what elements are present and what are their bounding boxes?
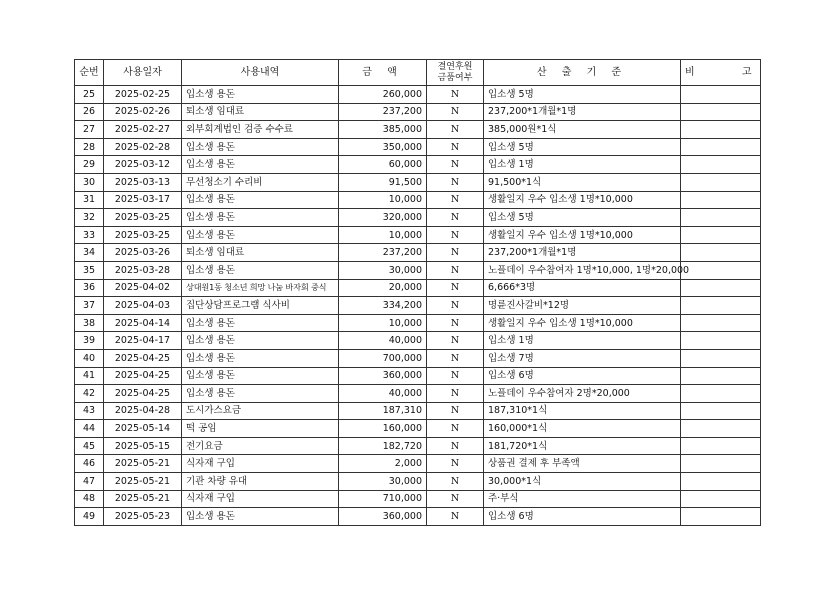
header-row <box>75 60 761 86</box>
cell-amount: 237,200 <box>339 103 427 121</box>
table-row <box>75 244 761 262</box>
cell-no: 31 <box>75 191 104 209</box>
cell-no: 27 <box>75 121 104 139</box>
cell-no: 38 <box>75 314 104 332</box>
table-row <box>75 332 761 350</box>
cell-date: 2025-05-21 <box>104 473 182 491</box>
cell-amount: 710,000 <box>339 490 427 508</box>
table-row <box>75 209 761 227</box>
cell-date: 2025-03-12 <box>104 156 182 174</box>
cell-desc: 상대원1동 청소년 희망 나눔 바자회 중식 <box>182 279 339 297</box>
cell-basis: 입소생 7명 <box>484 349 681 367</box>
cell-basis: 237,200*1개월*1명 <box>484 103 681 121</box>
cell-sponsor-flag: N <box>427 138 484 156</box>
cell-no: 40 <box>75 349 104 367</box>
cell-no: 34 <box>75 244 104 262</box>
cell-date: 2025-05-23 <box>104 508 182 526</box>
cell-amount: 187,310 <box>339 402 427 420</box>
table-row <box>75 490 761 508</box>
cell-sponsor-flag: N <box>427 173 484 191</box>
cell-amount: 91,500 <box>339 173 427 191</box>
cell-amount: 182,720 <box>339 437 427 455</box>
cell-sponsor-flag: N <box>427 367 484 385</box>
table-row <box>75 279 761 297</box>
cell-no: 41 <box>75 367 104 385</box>
header-basis-label: 산 출 기 준 <box>536 67 628 78</box>
cell-basis: 91,500*1식 <box>484 173 681 191</box>
cell-basis: 237,200*1개월*1명 <box>484 244 681 262</box>
cell-date: 2025-05-15 <box>104 437 182 455</box>
cell-basis: 생활일지 우수 입소생 1명*10,000 <box>484 226 681 244</box>
cell-sponsor-flag: N <box>427 156 484 174</box>
table-row <box>75 314 761 332</box>
table-row <box>75 508 761 526</box>
cell-amount: 385,000 <box>339 121 427 139</box>
cell-note <box>681 314 761 332</box>
table-row <box>75 420 761 438</box>
cell-amount: 260,000 <box>339 86 427 104</box>
cell-note <box>681 173 761 191</box>
cell-note <box>681 490 761 508</box>
cell-no: 43 <box>75 402 104 420</box>
cell-desc: 입소생 용돈 <box>182 314 339 332</box>
cell-date: 2025-04-17 <box>104 332 182 350</box>
table-row <box>75 226 761 244</box>
cell-no: 37 <box>75 297 104 315</box>
cell-no: 32 <box>75 209 104 227</box>
cell-date: 2025-03-13 <box>104 173 182 191</box>
cell-no: 39 <box>75 332 104 350</box>
cell-note <box>681 420 761 438</box>
table-row <box>75 261 761 279</box>
table-row <box>75 156 761 174</box>
cell-amount: 350,000 <box>339 138 427 156</box>
cell-amount: 700,000 <box>339 349 427 367</box>
cell-note <box>681 156 761 174</box>
cell-date: 2025-05-21 <box>104 455 182 473</box>
cell-no: 49 <box>75 508 104 526</box>
cell-no: 42 <box>75 385 104 403</box>
cell-desc: 입소생 용돈 <box>182 191 339 209</box>
cell-date: 2025-02-27 <box>104 121 182 139</box>
cell-basis: 181,720*1식 <box>484 437 681 455</box>
table-row <box>75 437 761 455</box>
cell-sponsor-flag: N <box>427 226 484 244</box>
cell-note <box>681 385 761 403</box>
cell-sponsor-flag: N <box>427 385 484 403</box>
cell-sponsor-flag: N <box>427 279 484 297</box>
table-row <box>75 86 761 104</box>
cell-note <box>681 86 761 104</box>
header-flag-line1: 결연후원 <box>437 61 473 72</box>
cell-no: 30 <box>75 173 104 191</box>
cell-amount: 10,000 <box>339 191 427 209</box>
cell-desc: 입소생 용돈 <box>182 209 339 227</box>
table-row <box>75 121 761 139</box>
cell-desc: 식자재 구입 <box>182 490 339 508</box>
header-amount <box>339 60 427 86</box>
cell-amount: 20,000 <box>339 279 427 297</box>
cell-desc: 입소생 용돈 <box>182 367 339 385</box>
cell-desc: 퇴소생 임대료 <box>182 244 339 262</box>
table-row <box>75 455 761 473</box>
cell-amount: 30,000 <box>339 261 427 279</box>
cell-basis: 30,000*1식 <box>484 473 681 491</box>
cell-desc: 기관 차량 유대 <box>182 473 339 491</box>
cell-note <box>681 473 761 491</box>
ledger-body <box>75 86 761 526</box>
cell-basis: 385,000원*1식 <box>484 121 681 139</box>
cell-no: 26 <box>75 103 104 121</box>
table-row <box>75 385 761 403</box>
cell-basis: 노플데이 우수참여자 1명*10,000, 1명*20,000 <box>484 261 681 279</box>
cell-desc: 입소생 용돈 <box>182 385 339 403</box>
cell-note <box>681 297 761 315</box>
cell-date: 2025-02-25 <box>104 86 182 104</box>
cell-date: 2025-04-25 <box>104 349 182 367</box>
cell-sponsor-flag: N <box>427 508 484 526</box>
cell-basis: 160,000*1식 <box>484 420 681 438</box>
cell-sponsor-flag: N <box>427 191 484 209</box>
cell-date: 2025-04-25 <box>104 385 182 403</box>
table-row <box>75 473 761 491</box>
cell-no: 47 <box>75 473 104 491</box>
cell-sponsor-flag: N <box>427 437 484 455</box>
cell-no: 35 <box>75 261 104 279</box>
cell-sponsor-flag: N <box>427 332 484 350</box>
cell-basis: 6,666*3명 <box>484 279 681 297</box>
cell-desc: 입소생 용돈 <box>182 508 339 526</box>
cell-date: 2025-03-25 <box>104 209 182 227</box>
cell-date: 2025-02-26 <box>104 103 182 121</box>
header-desc: 사용내역 <box>182 60 339 86</box>
cell-amount: 30,000 <box>339 473 427 491</box>
cell-basis: 생활일지 우수 입소생 1명*10,000 <box>484 191 681 209</box>
cell-note <box>681 437 761 455</box>
cell-basis: 입소생 1명 <box>484 156 681 174</box>
cell-amount: 2,000 <box>339 455 427 473</box>
table-row <box>75 138 761 156</box>
cell-no: 45 <box>75 437 104 455</box>
cell-no: 46 <box>75 455 104 473</box>
cell-date: 2025-03-26 <box>104 244 182 262</box>
cell-desc: 입소생 용돈 <box>182 261 339 279</box>
header-flag-line2: 금품여부 <box>437 72 473 83</box>
cell-basis: 생활일지 우수 입소생 1명*10,000 <box>484 314 681 332</box>
cell-basis: 입소생 6명 <box>484 367 681 385</box>
header-basis <box>484 60 681 86</box>
cell-date: 2025-03-17 <box>104 191 182 209</box>
cell-amount: 320,000 <box>339 209 427 227</box>
cell-no: 36 <box>75 279 104 297</box>
cell-basis: 입소생 1명 <box>484 332 681 350</box>
cell-basis: 입소생 6명 <box>484 508 681 526</box>
cell-basis: 상품권 결제 후 부족액 <box>484 455 681 473</box>
cell-no: 25 <box>75 86 104 104</box>
cell-note <box>681 121 761 139</box>
cell-desc: 입소생 용돈 <box>182 349 339 367</box>
cell-desc: 입소생 용돈 <box>182 138 339 156</box>
cell-basis: 187,310*1식 <box>484 402 681 420</box>
cell-desc: 입소생 용돈 <box>182 226 339 244</box>
cell-date: 2025-03-25 <box>104 226 182 244</box>
cell-sponsor-flag: N <box>427 297 484 315</box>
header-date: 사용일자 <box>104 60 182 86</box>
cell-note <box>681 138 761 156</box>
cell-date: 2025-03-28 <box>104 261 182 279</box>
cell-note <box>681 367 761 385</box>
cell-desc: 입소생 용돈 <box>182 156 339 174</box>
expense-ledger-table <box>74 59 774 526</box>
cell-amount: 60,000 <box>339 156 427 174</box>
table-row <box>75 191 761 209</box>
cell-amount: 10,000 <box>339 314 427 332</box>
cell-basis: 명륜진사갈비*12명 <box>484 297 681 315</box>
cell-amount: 40,000 <box>339 385 427 403</box>
cell-sponsor-flag: N <box>427 490 484 508</box>
cell-desc: 퇴소생 임대료 <box>182 103 339 121</box>
cell-date: 2025-02-28 <box>104 138 182 156</box>
cell-basis: 입소생 5명 <box>484 209 681 227</box>
header-note <box>681 60 774 86</box>
cell-sponsor-flag: N <box>427 402 484 420</box>
table-row <box>75 297 761 315</box>
cell-no: 29 <box>75 156 104 174</box>
cell-amount: 334,200 <box>339 297 427 315</box>
cell-date: 2025-05-14 <box>104 420 182 438</box>
cell-note <box>681 209 761 227</box>
cell-note <box>681 279 761 297</box>
table-row <box>75 349 761 367</box>
cell-desc: 무선청소기 수리비 <box>182 173 339 191</box>
cell-note <box>681 244 761 262</box>
cell-desc: 집단상담프로그램 식사비 <box>182 297 339 315</box>
cell-desc: 외부회계법인 검증 수수료 <box>182 121 339 139</box>
cell-date: 2025-04-28 <box>104 402 182 420</box>
cell-amount: 237,200 <box>339 244 427 262</box>
cell-date: 2025-04-25 <box>104 367 182 385</box>
cell-sponsor-flag: N <box>427 349 484 367</box>
cell-note <box>681 349 761 367</box>
cell-sponsor-flag: N <box>427 420 484 438</box>
cell-sponsor-flag: N <box>427 86 484 104</box>
cell-sponsor-flag: N <box>427 261 484 279</box>
cell-desc: 입소생 용돈 <box>182 86 339 104</box>
cell-date: 2025-04-14 <box>104 314 182 332</box>
cell-amount: 160,000 <box>339 420 427 438</box>
header-sponsor-flag <box>427 60 484 86</box>
cell-sponsor-flag: N <box>427 103 484 121</box>
table-row <box>75 103 761 121</box>
cell-date: 2025-04-02 <box>104 279 182 297</box>
cell-note <box>681 508 761 526</box>
cell-sponsor-flag: N <box>427 473 484 491</box>
cell-no: 28 <box>75 138 104 156</box>
cell-no: 44 <box>75 420 104 438</box>
cell-note <box>681 402 761 420</box>
cell-no: 48 <box>75 490 104 508</box>
cell-basis: 입소생 5명 <box>484 86 681 104</box>
cell-no: 33 <box>75 226 104 244</box>
cell-amount: 360,000 <box>339 508 427 526</box>
cell-sponsor-flag: N <box>427 244 484 262</box>
cell-sponsor-flag: N <box>427 121 484 139</box>
table-row <box>75 173 761 191</box>
cell-date: 2025-05-21 <box>104 490 182 508</box>
cell-desc: 입소생 용돈 <box>182 332 339 350</box>
table-row <box>75 402 761 420</box>
cell-desc: 전기요금 <box>182 437 339 455</box>
cell-date: 2025-04-03 <box>104 297 182 315</box>
cell-basis: 입소생 5명 <box>484 138 681 156</box>
cell-note <box>681 103 761 121</box>
cell-amount: 40,000 <box>339 332 427 350</box>
header-note-label: 비 고 <box>685 67 774 78</box>
cell-desc: 떡 공임 <box>182 420 339 438</box>
cell-note <box>681 455 761 473</box>
cell-desc: 식자재 구입 <box>182 455 339 473</box>
cell-sponsor-flag: N <box>427 455 484 473</box>
cell-amount: 10,000 <box>339 226 427 244</box>
cell-amount: 360,000 <box>339 367 427 385</box>
cell-sponsor-flag: N <box>427 314 484 332</box>
header-no: 순번 <box>75 60 104 86</box>
cell-desc: 도시가스요금 <box>182 402 339 420</box>
cell-basis: 주·부식 <box>484 490 681 508</box>
table-row <box>75 367 761 385</box>
cell-note <box>681 332 761 350</box>
cell-note <box>681 261 761 279</box>
header-amount-label: 금 액 <box>362 67 403 78</box>
cell-basis: 노플데이 우수참여자 2명*20,000 <box>484 385 681 403</box>
cell-note <box>681 191 761 209</box>
cell-sponsor-flag: N <box>427 209 484 227</box>
cell-note <box>681 226 761 244</box>
